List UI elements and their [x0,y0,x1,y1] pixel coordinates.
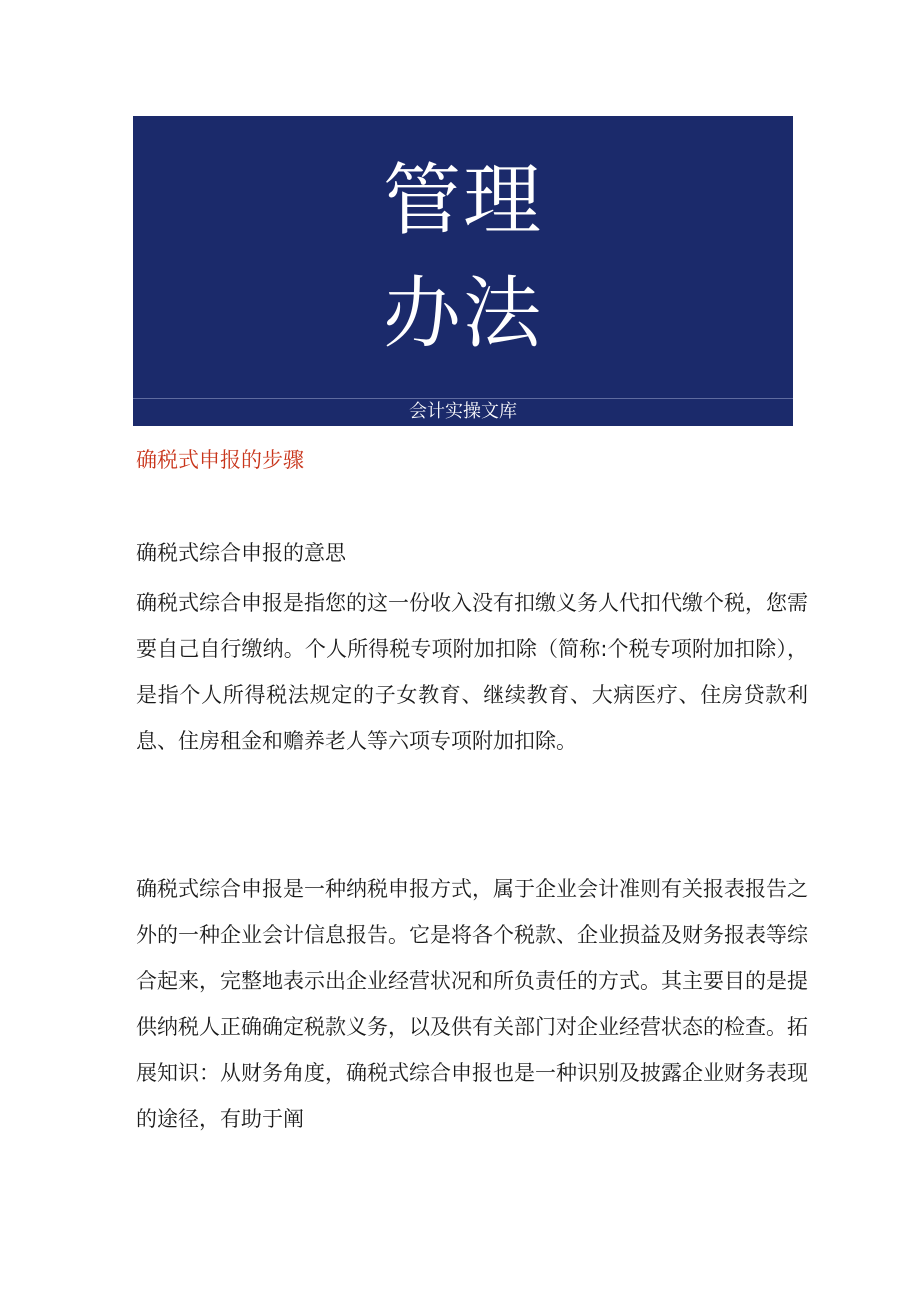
cover-title-line2: 办法 [382,269,543,359]
cover-banner [133,116,793,426]
cover-title-line1: 管理 [382,156,543,246]
paragraph-1: 确税式综合申报是指您的这一份收入没有扣缴义务人代扣代缴个税，您需要自己自行缴纳。个人所得税专项附加扣除（简称:个税专项附加扣除），是指个人所得税法规定的子女教育、继续教育、大病医疗、住房贷款利息、住房租金和赡养老人等六项专项附加扣除。 [136,591,808,753]
paragraph-2: 确税式综合申报是一种纳税申报方式，属于企业会计准则有关报表报告之外的一种企业会计信息报告。它是将各个税款、企业损益及财务报表等综合起来，完整地表示出企业经营状况和所负责任的方式。其主要目的是提供纳税人正确确定税款义务，以及供有关部门对企业经营状态的检查。拓展知识：从财务角度，确税式综合申报也是一种识别及披露企业财务表现的途径，有助于阐 [136,877,808,1131]
document-title: 确税式申报的步骤 [136,448,304,472]
cover-divider [133,398,793,399]
section-heading: 确税式综合申报的意思 [136,541,346,565]
cover-subtitle: 会计实操文库 [409,401,517,422]
